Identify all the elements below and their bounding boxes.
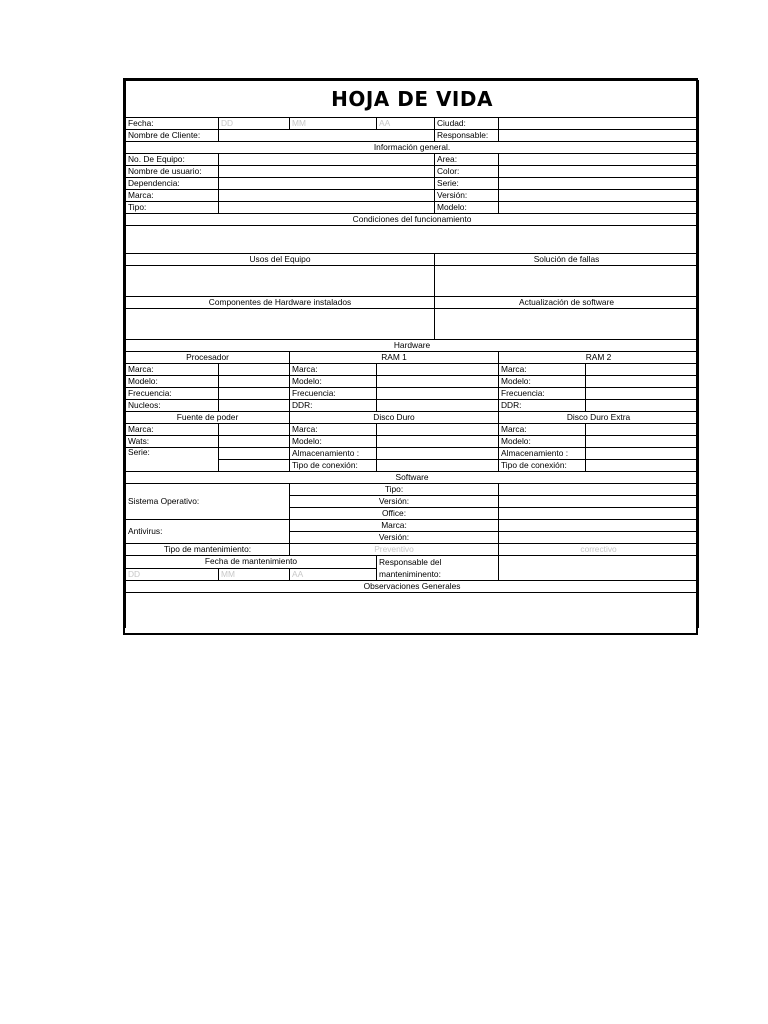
page-title: HOJA DE VIDA [126,81,699,118]
proc-field[interactable] [219,364,290,376]
marca-field[interactable] [219,190,435,202]
ram2-label: Modelo: [499,376,586,388]
general-left-label: Marca: [126,190,219,202]
proc-label: Marca: [126,364,219,376]
componentes-heading: Componentes de Hardware instalados [126,297,435,309]
proc-field[interactable] [219,376,290,388]
ram1-field[interactable] [377,400,499,412]
general-left-label: Dependencia: [126,178,219,190]
ram1-heading: RAM 1 [290,352,499,364]
condiciones-area[interactable] [126,226,699,254]
so-tipo-field[interactable] [499,484,699,496]
version-field[interactable] [499,190,699,202]
general-right-label: Area: [435,154,499,166]
disco-field[interactable] [377,424,499,436]
ram1-label: Marca: [290,364,377,376]
disco-label: Tipo de conexión: [290,460,377,472]
ram1-label: DDR: [290,400,377,412]
fuente-field[interactable] [219,424,290,436]
ram1-field[interactable] [377,364,499,376]
antivirus-row-label: Marca: [290,520,499,532]
antivirus-marca-field[interactable] [499,520,699,532]
ram1-label: Frecuencia: [290,388,377,400]
tipo-field[interactable] [219,202,435,214]
ram2-field[interactable] [586,376,699,388]
form-table [125,80,699,628]
fecha-label: Fecha: [126,118,219,130]
so-row-label: Tipo: [290,484,499,496]
disco-extra-field[interactable] [586,448,699,460]
ram2-field[interactable] [586,364,699,376]
form-sheet [123,78,698,635]
disco-field[interactable] [377,460,499,472]
general-right-label: Serie: [435,178,499,190]
componentes-area[interactable] [126,309,435,340]
proc-label: Nucleos: [126,400,219,412]
tipo-mantenimiento-label: Tipo de mantenimiento: [126,544,290,556]
ram2-label: DDR: [499,400,586,412]
responsable-mantenimiento-field[interactable] [499,556,699,581]
responsable-label: Responsable: [435,130,499,142]
procesador-heading: Procesador [126,352,290,364]
observaciones-heading: Observaciones Generales [126,581,699,593]
disco-extra-label: Modelo: [499,436,586,448]
ciudad-field[interactable] [499,118,699,130]
fuente-field[interactable] [219,460,290,472]
fuente-field[interactable] [219,436,290,448]
actualizacion-heading: Actualización de software [435,297,699,309]
disco-extra-field[interactable] [586,460,699,472]
mant-month-field[interactable]: MM [219,568,290,581]
fecha-year-field[interactable]: AA [377,118,435,130]
actualizacion-area[interactable] [435,309,699,340]
correctivo-option[interactable]: correctivo [499,544,699,556]
general-right-label: Modelo: [435,202,499,214]
hardware-heading: Hardware [126,340,699,352]
antivirus-row-label: Versión: [290,532,499,544]
fuente-heading: Fuente de poder [126,412,290,424]
ciudad-label: Ciudad: [435,118,499,130]
mant-day-field[interactable]: DD [126,568,219,581]
area-field[interactable] [499,154,699,166]
disco-field[interactable] [377,436,499,448]
observaciones-area[interactable] [126,593,699,629]
antivirus-label: Antivirus: [126,520,290,544]
general-heading: Información general. [126,142,699,154]
equipo-field[interactable] [219,154,435,166]
fallas-area[interactable] [435,266,699,297]
fuente-label: Marca: [126,424,219,436]
ram2-field[interactable] [586,400,699,412]
condiciones-heading: Condiciones del funcionamiento [126,214,699,226]
disco-extra-label: Marca: [499,424,586,436]
usuario-field[interactable] [219,166,435,178]
so-row-label: Office: [290,508,499,520]
fallas-heading: Solución de fallas [435,254,699,266]
so-version-field[interactable] [499,496,699,508]
ram2-field[interactable] [586,388,699,400]
ram2-label: Marca: [499,364,586,376]
fecha-mantenimiento-label: Fecha de mantenimiento [126,556,377,569]
mant-year-field[interactable]: AA [290,568,377,581]
so-row-label: Versión: [290,496,499,508]
disco-field[interactable] [377,448,499,460]
usos-area[interactable] [126,266,435,297]
proc-field[interactable] [219,400,290,412]
fecha-month-field[interactable]: MM [290,118,377,130]
general-right-label: Versión: [435,190,499,202]
proc-label: Modelo: [126,376,219,388]
disco-label: Almacenamiento : [290,448,377,460]
disco-extra-field[interactable] [586,424,699,436]
general-left-label: Tipo: [126,202,219,214]
cliente-label: Nombre de Cliente: [126,130,219,142]
disco-label: Modelo: [290,436,377,448]
general-left-label: No. De Equipo: [126,154,219,166]
cliente-field[interactable] [219,130,435,142]
usos-heading: Usos del Equipo [126,254,435,266]
responsable-field[interactable] [499,130,699,142]
ram2-heading: RAM 2 [499,352,699,364]
ram2-label: Frecuencia: [499,388,586,400]
disco-extra-label: Almacenamiento : [499,448,586,460]
ram1-field[interactable] [377,376,499,388]
antivirus-version-field[interactable] [499,532,699,544]
disco-heading: Disco Duro [290,412,499,424]
disco-extra-heading: Disco Duro Extra [499,412,699,424]
preventivo-option[interactable]: Preventivo [290,544,499,556]
dependencia-field[interactable] [219,178,435,190]
serie-field[interactable] [499,178,699,190]
disco-extra-label: Tipo de conexión: [499,460,586,472]
ram1-label: Modelo: [290,376,377,388]
fuente-label: Serie: [126,448,219,472]
disco-label: Marca: [290,424,377,436]
fuente-field[interactable] [219,448,290,460]
modelo-field[interactable] [499,202,699,214]
color-field[interactable] [499,166,699,178]
fecha-day-field[interactable]: DD [219,118,290,130]
general-right-label: Color: [435,166,499,178]
ram1-field[interactable] [377,388,499,400]
proc-field[interactable] [219,388,290,400]
disco-extra-field[interactable] [586,436,699,448]
fuente-label: Wats: [126,436,219,448]
responsable-mantenimiento-label: Responsable del manteniminento: [377,556,499,581]
so-office-field[interactable] [499,508,699,520]
general-left-label: Nombre de usuario: [126,166,219,178]
proc-label: Frecuencia: [126,388,219,400]
so-label: Sistema Operativo: [126,484,290,520]
software-heading: Software [126,472,699,484]
